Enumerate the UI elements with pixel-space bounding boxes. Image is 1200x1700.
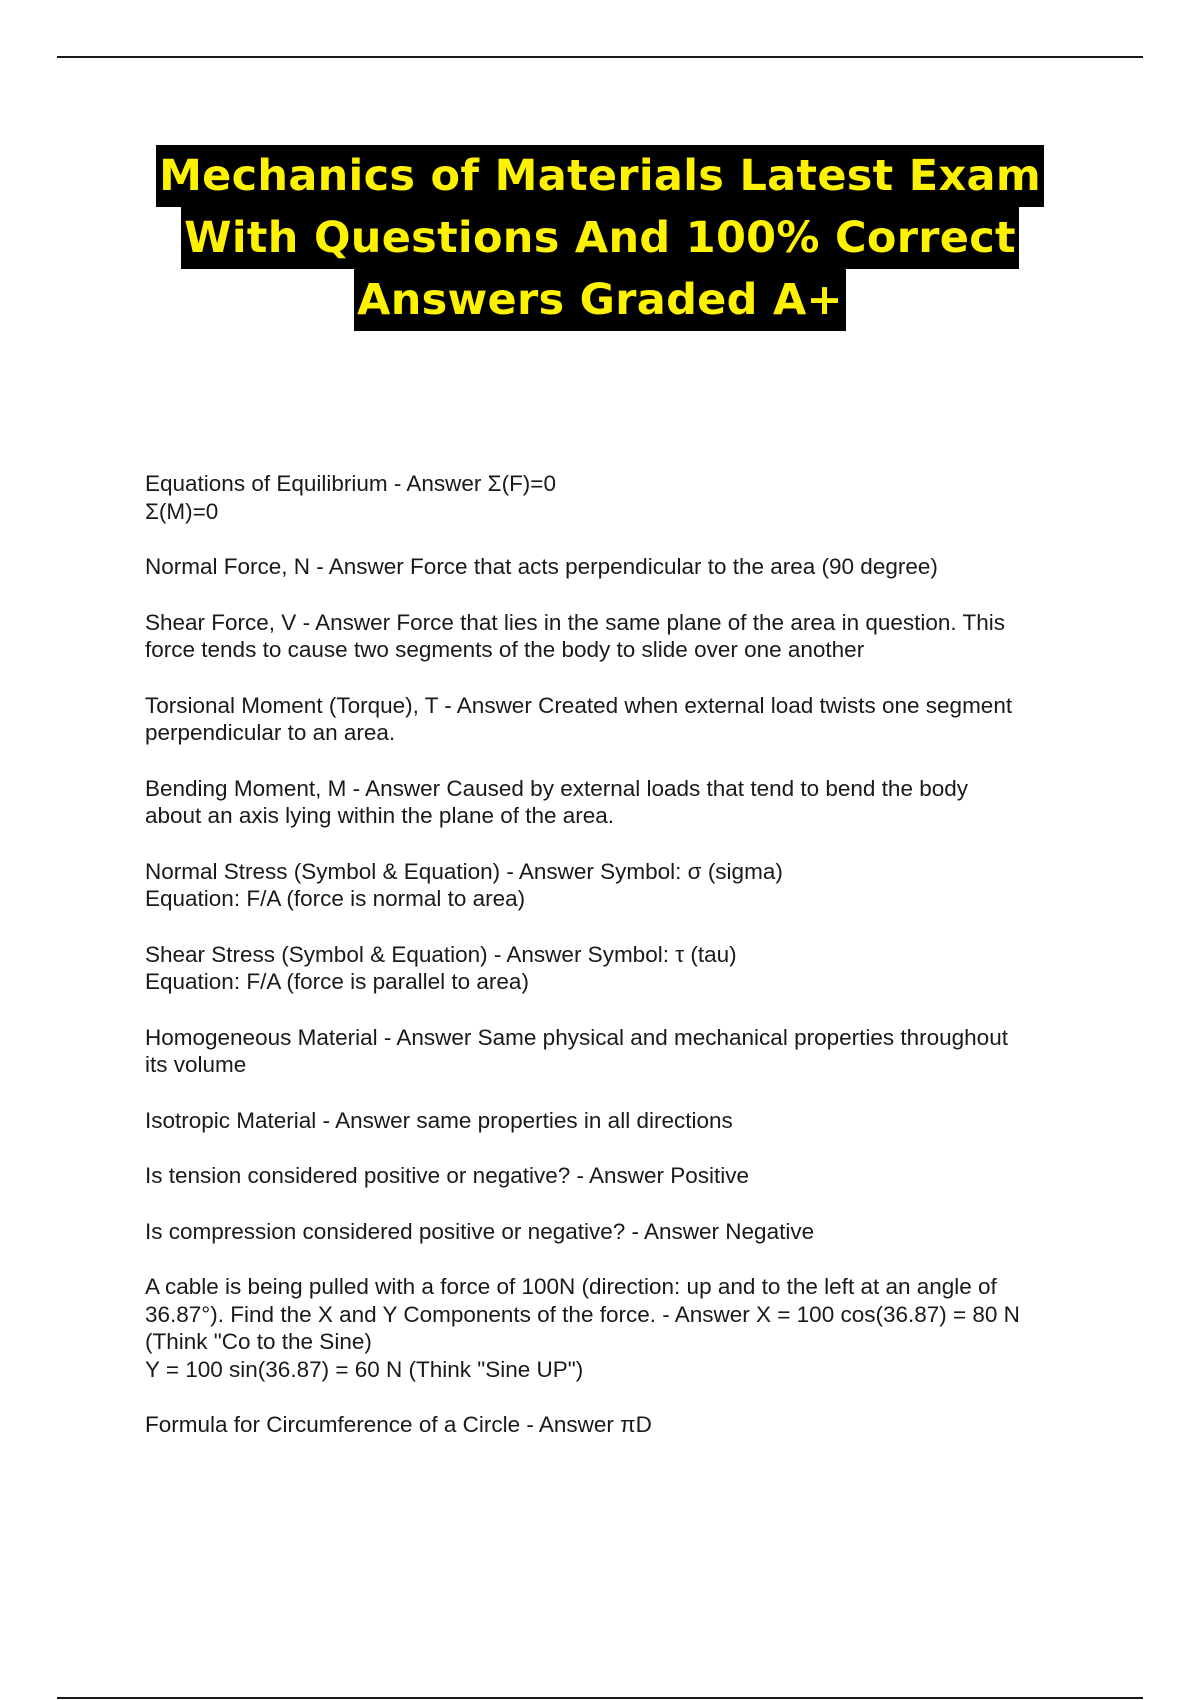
document-title (0, 145, 1200, 331)
qa-entry-shear-force: Shear Force, V - Answer Force that lies in the same plane of the area in question. This force tends to cause two segments of the body to slide over one another (145, 609, 1006, 662)
qa-entry-tension-sign: Is tension considered positive or negative? - Answer Positive (145, 1163, 750, 1188)
qa-entry-normal-stress: Normal Stress (Symbol & Equation) - Answer Symbol: σ (sigma) Equation: F/A (force is normal to area) (145, 858, 783, 911)
qa-entry-homogeneous-material: Homogeneous Material - Answer Same physical and mechanical properties throughout its volume (145, 1024, 1008, 1077)
qa-entry-circumference: Formula for Circumference of a Circle - Answer πD (145, 1412, 652, 1437)
qa-entry-isotropic-material: Isotropic Material - Answer same properties in all directions (145, 1107, 733, 1133)
qa-entry-equilibrium: Equations of Equilibrium - Answer Σ(F)=0 Σ(M)=0 (145, 471, 556, 524)
qa-entry-torsional-moment: Torsional Moment (Torque), T - Answer Created when external load twists one segment perpendicular to an area. (145, 692, 1013, 745)
title-line-3: Answers Graded A+ (354, 269, 846, 331)
footer-rule (57, 1697, 1143, 1699)
header-rule (57, 56, 1143, 58)
qa-entry-bending-moment: Bending Moment, M - Answer Caused by external loads that tend to bend the body about an axis lying within the plane of the area. (145, 775, 968, 828)
qa-list (145, 470, 1105, 1467)
title-line-1: Mechanics of Materials Latest Exam (156, 145, 1044, 207)
qa-entry-normal-force: Normal Force, N - Answer Force that acts perpendicular to the area (90 degree) (145, 554, 938, 579)
title-line-2: With Questions And 100% Correct (181, 207, 1019, 269)
qa-entry-compression-sign: Is compression considered positive or negative? - Answer Negative (145, 1218, 815, 1244)
qa-entry-shear-stress: Shear Stress (Symbol & Equation) - Answer Symbol: τ (tau) Equation: F/A (force is parallel to area) (145, 941, 737, 994)
qa-entry-cable-components: A cable is being pulled with a force of 100N (direction: up and to the left at an angle of 36.87°). Find the X and Y Components of the force. - Answer X = 100 cos(36.87) = 80 N (Think "Co to the Sine) Y = 100 sin(36.87) = 60 N (Think "Sine UP") (145, 1274, 1020, 1382)
